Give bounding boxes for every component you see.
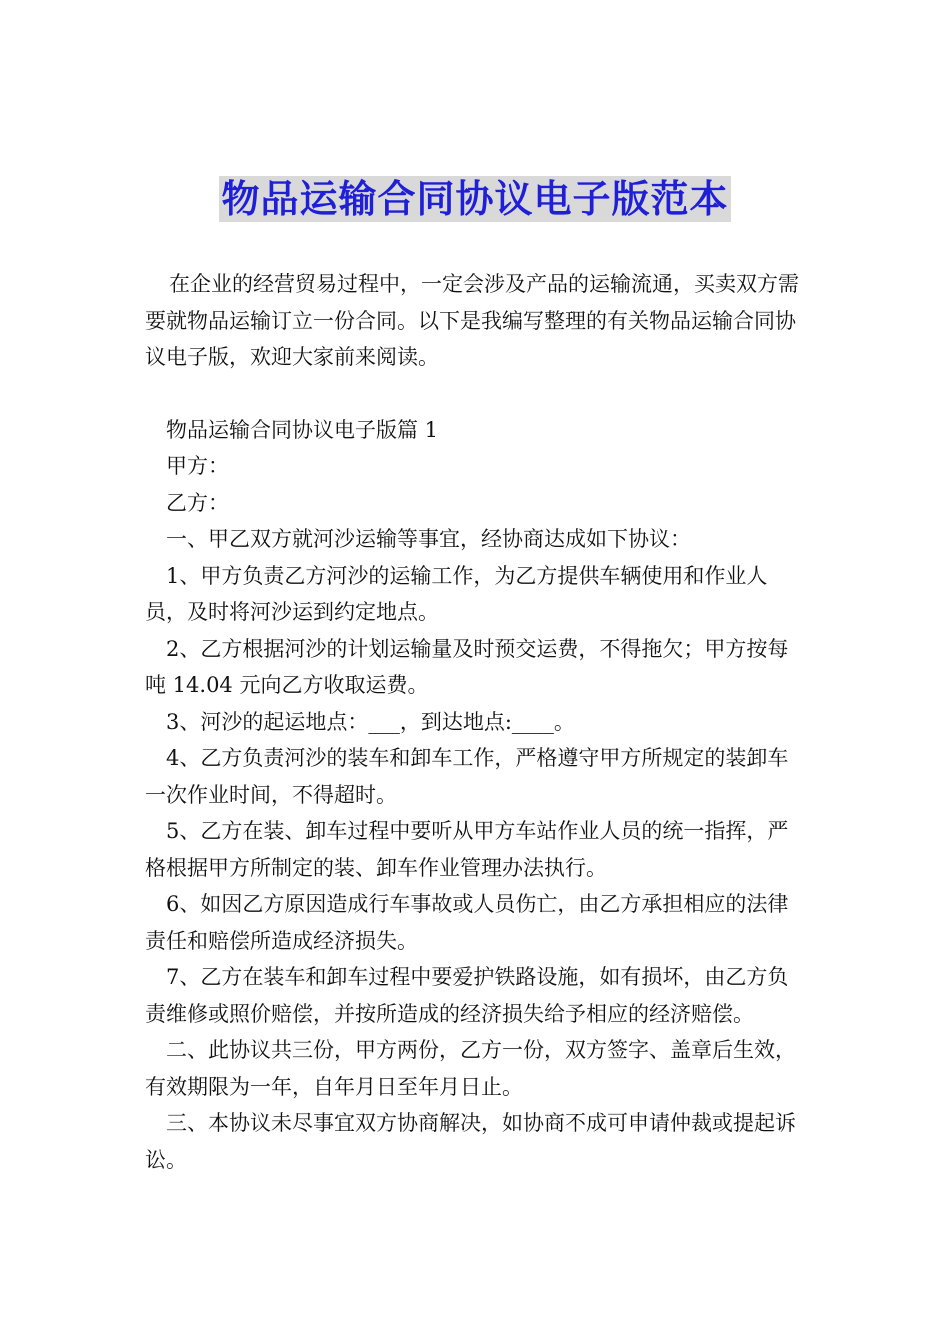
clause-item-4: 4、乙方负责河沙的装车和卸车工作，严格遵守甲方所规定的装卸车一次作业时间，不得超时。 (145, 746, 789, 807)
clause-item-7: 7、乙方在装车和卸车过程中要爱护铁路设施，如有损坏，由乙方负责维修或照价赔偿，并按所造成的经济损失给予相应的经济赔偿。 (145, 965, 789, 1026)
title-container (0, 176, 950, 222)
paragraph-gap (145, 376, 807, 412)
clause-item-1: 1、甲方负责乙方河沙的运输工作，为乙方提供车辆使用和作业人员，及时将河沙运到约定地点。 (145, 563, 768, 624)
clause-one-intro: 一、甲乙双方就河沙运输等事宜，经协商达成如下协议： (166, 527, 691, 551)
clause-item-2: 2、乙方根据河沙的计划运输量及时预交运费，不得拖欠；甲方按每吨 14.04 元向乙方收取运费。 (145, 636, 789, 697)
document-body (145, 266, 807, 1178)
party-a-line: 甲方： (166, 454, 229, 478)
section-heading: 物品运输合同协议电子版篇 1 (166, 417, 439, 442)
clause-three: 三、本协议未尽事宜双方协商解决，如协商不成可申请仲裁或提起诉讼。 (145, 1111, 796, 1172)
clause-item-6: 6、如因乙方原因造成行车事故或人员伤亡，由乙方承担相应的法律责任和赔偿所造成经济损失。 (145, 892, 789, 953)
intro-paragraph: 在企业的经营贸易过程中，一定会涉及产品的运输流通，买卖双方需要就物品运输订立一份合同。以下是我编写整理的有关物品运输合同协议电子版，欢迎大家前来阅读。 (145, 272, 799, 369)
party-b-line: 乙方： (166, 490, 229, 515)
clause-item-3: 3、河沙的起运地点：___，到达地点:____。 (166, 709, 575, 734)
clause-item-5: 5、乙方在装、卸车过程中要听从甲方车站作业人员的统一指挥，严格根据甲方所制定的装、卸车作业管理办法执行。 (145, 819, 789, 880)
clause-two: 二、此协议共三份，甲方两份，乙方一份，双方签字、盖章后生效，有效期限为一年，自年月日至年月日止。 (145, 1038, 796, 1099)
document-title: 物品运输合同协议电子版范本 (221, 177, 729, 221)
